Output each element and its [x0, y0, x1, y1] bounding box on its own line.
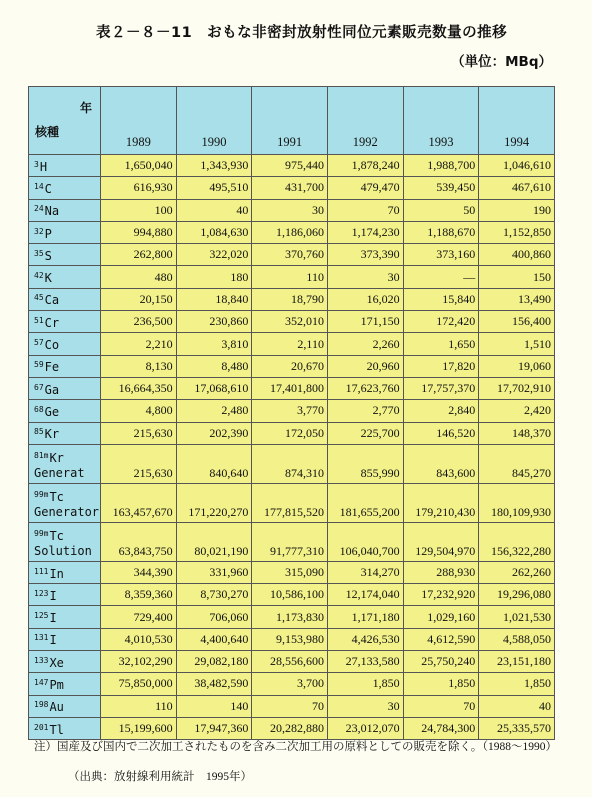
value-cell: 2,480	[176, 400, 252, 422]
value-cell: 480	[101, 266, 177, 288]
value-cell: 539,450	[403, 177, 479, 199]
element-symbol: In	[49, 566, 64, 581]
nuclide-cell	[29, 651, 101, 673]
value-cell: 495,510	[176, 177, 252, 199]
mass-number: 32	[34, 226, 44, 236]
value-cell: 373,160	[403, 244, 479, 266]
element-symbol: I	[49, 633, 57, 648]
value-cell: 110	[101, 695, 177, 717]
mass-number: 125	[34, 611, 49, 621]
table-row	[29, 628, 555, 650]
value-cell: 1,878,240	[327, 155, 403, 177]
value-cell: 17,757,370	[403, 377, 479, 399]
element-symbol: Tc	[49, 528, 64, 543]
value-cell: 845,270	[479, 444, 555, 483]
table-row	[29, 584, 555, 606]
value-cell: 314,270	[327, 561, 403, 583]
value-cell: 8,480	[176, 355, 252, 377]
element-symbol: Ge	[44, 404, 60, 419]
table-row	[29, 673, 555, 695]
value-cell: 91,777,310	[252, 522, 328, 561]
mass-number: 81m	[34, 450, 49, 460]
value-cell: 400,860	[479, 244, 555, 266]
table-row	[29, 522, 555, 561]
mass-number: 111	[34, 566, 49, 576]
value-cell: 370,760	[252, 244, 328, 266]
value-cell: 25,750,240	[403, 651, 479, 673]
value-cell: 70	[403, 695, 479, 717]
value-cell: 163,457,670	[101, 483, 177, 522]
table-row	[29, 244, 555, 266]
value-cell: 1,186,060	[252, 221, 328, 243]
value-cell: 4,588,050	[479, 628, 555, 650]
nuclide-cell	[29, 584, 101, 606]
year-header: 1993	[403, 87, 479, 155]
element-symbol: Co	[44, 338, 60, 353]
value-cell: 177,815,520	[252, 483, 328, 522]
nuclide-cell	[29, 561, 101, 583]
value-cell: 38,482,590	[176, 673, 252, 695]
table-row	[29, 377, 555, 399]
value-cell: 1,046,610	[479, 155, 555, 177]
element-symbol: Tl	[49, 722, 64, 737]
value-cell: 32,102,290	[101, 651, 177, 673]
nuclide-form: Generat	[34, 465, 85, 480]
value-cell: 262,800	[101, 244, 177, 266]
value-cell: 1,188,670	[403, 221, 479, 243]
table-row	[29, 400, 555, 422]
value-cell: 27,133,580	[327, 651, 403, 673]
year-header: 1992	[327, 87, 403, 155]
nuclide-cell	[29, 333, 101, 355]
element-symbol: Na	[44, 204, 60, 219]
mass-number: 67	[34, 382, 44, 392]
value-cell: 236,500	[101, 311, 177, 333]
mass-number: 133	[34, 655, 49, 665]
value-cell: 50	[403, 199, 479, 221]
element-symbol: Cr	[44, 315, 60, 330]
value-cell: 20,960	[327, 355, 403, 377]
nuclide-cell	[29, 400, 101, 422]
value-cell: 150	[479, 266, 555, 288]
nuclide-cell	[29, 177, 101, 199]
element-symbol: Kr	[49, 450, 64, 465]
value-cell: 17,820	[403, 355, 479, 377]
value-cell: 129,504,970	[403, 522, 479, 561]
value-cell: 40	[479, 695, 555, 717]
element-symbol: H	[39, 159, 48, 174]
value-cell: 8,359,360	[101, 584, 177, 606]
value-cell: 975,440	[252, 155, 328, 177]
value-cell: 15,840	[403, 288, 479, 310]
value-cell: 70	[252, 695, 328, 717]
value-cell: 17,623,760	[327, 377, 403, 399]
year-header: 1994	[479, 87, 555, 155]
table-row	[29, 444, 555, 483]
value-cell: 13,490	[479, 288, 555, 310]
table-row	[29, 651, 555, 673]
value-cell: 100	[101, 199, 177, 221]
value-cell: 12,174,040	[327, 584, 403, 606]
mass-number: 201	[34, 722, 49, 732]
value-cell: 230,860	[176, 311, 252, 333]
value-cell: 19,296,080	[479, 584, 555, 606]
mass-number: 99m	[34, 528, 49, 538]
value-cell: 30	[327, 266, 403, 288]
table-row	[29, 695, 555, 717]
value-cell: 28,556,600	[252, 651, 328, 673]
value-cell: 467,610	[479, 177, 555, 199]
value-cell: 19,060	[479, 355, 555, 377]
value-cell: 146,520	[403, 422, 479, 444]
value-cell: —	[403, 266, 479, 288]
value-cell: 4,010,530	[101, 628, 177, 650]
value-cell: 180,109,930	[479, 483, 555, 522]
table-row	[29, 177, 555, 199]
value-cell: 18,790	[252, 288, 328, 310]
mass-number: 24	[34, 204, 44, 214]
mass-number: 198	[34, 700, 49, 710]
value-cell: 855,990	[327, 444, 403, 483]
value-cell: 20,670	[252, 355, 328, 377]
mass-number: 85	[34, 427, 44, 437]
value-cell: 15,199,600	[101, 717, 177, 739]
value-cell: 25,335,570	[479, 717, 555, 739]
table-row	[29, 288, 555, 310]
table-row	[29, 199, 555, 221]
value-cell: 4,612,590	[403, 628, 479, 650]
element-symbol: S	[44, 248, 52, 263]
table-row	[29, 266, 555, 288]
value-cell: 215,630	[101, 444, 177, 483]
mass-number: 59	[34, 360, 44, 370]
value-cell: 225,700	[327, 422, 403, 444]
value-cell: 30	[252, 199, 328, 221]
table-row	[29, 606, 555, 628]
value-cell: 180	[176, 266, 252, 288]
value-cell: 156,322,280	[479, 522, 555, 561]
nuclide-cell	[29, 377, 101, 399]
nuclide-axis-label: 核種	[35, 125, 60, 139]
value-cell: 1,988,700	[403, 155, 479, 177]
mass-number: 68	[34, 404, 44, 414]
table-row	[29, 155, 555, 177]
value-cell: 172,420	[403, 311, 479, 333]
isotope-sales-table	[28, 86, 555, 740]
mass-number: 131	[34, 633, 49, 643]
value-cell: 331,960	[176, 561, 252, 583]
mass-number: 3	[34, 159, 39, 169]
nuclide-cell	[29, 628, 101, 650]
value-cell: 16,020	[327, 288, 403, 310]
element-symbol: Tc	[49, 489, 64, 504]
value-cell: 1,850	[479, 673, 555, 695]
value-cell: 171,220,270	[176, 483, 252, 522]
value-cell: 729,400	[101, 606, 177, 628]
nuclide-cell	[29, 221, 101, 243]
value-cell: 2,840	[403, 400, 479, 422]
nuclide-cell	[29, 288, 101, 310]
table-row	[29, 333, 555, 355]
value-cell: 1,174,230	[327, 221, 403, 243]
value-cell: 190	[479, 199, 555, 221]
nuclide-cell	[29, 695, 101, 717]
value-cell: 2,260	[327, 333, 403, 355]
value-cell: 70	[327, 199, 403, 221]
mass-number: 14	[34, 181, 44, 191]
value-cell: 2,110	[252, 333, 328, 355]
value-cell: 171,150	[327, 311, 403, 333]
value-cell: 18,840	[176, 288, 252, 310]
value-cell: 288,930	[403, 561, 479, 583]
value-cell: 262,260	[479, 561, 555, 583]
unit-label: （単位：MBq）	[451, 54, 552, 70]
value-cell: 148,370	[479, 422, 555, 444]
mass-number: 123	[34, 588, 49, 598]
element-symbol: Kr	[44, 427, 60, 442]
value-cell: 215,630	[101, 422, 177, 444]
nuclide-cell	[29, 355, 101, 377]
value-cell: 874,310	[252, 444, 328, 483]
nuclide-cell	[29, 266, 101, 288]
value-cell: 40	[176, 199, 252, 221]
value-cell: 994,880	[101, 221, 177, 243]
element-symbol: I	[49, 611, 57, 626]
value-cell: 75,850,000	[101, 673, 177, 695]
value-cell: 1,510	[479, 333, 555, 355]
element-symbol: Ca	[44, 293, 60, 308]
value-cell: 172,050	[252, 422, 328, 444]
value-cell: 315,090	[252, 561, 328, 583]
value-cell: 352,010	[252, 311, 328, 333]
value-cell: 1,171,180	[327, 606, 403, 628]
footnote: 注）国産及び国内で二次加工されたものを含み二次加工用の原料としての販売を除く。（1988～1990）	[34, 741, 558, 753]
mass-number: 51	[34, 315, 44, 325]
mass-number: 35	[34, 248, 44, 258]
value-cell: 2,770	[327, 400, 403, 422]
value-cell: 30	[327, 695, 403, 717]
table-row	[29, 422, 555, 444]
element-symbol: K	[44, 271, 52, 286]
table-row	[29, 311, 555, 333]
table-row	[29, 483, 555, 522]
nuclide-cell	[29, 483, 101, 522]
value-cell: 16,664,350	[101, 377, 177, 399]
value-cell: 106,040,700	[327, 522, 403, 561]
mass-number: 57	[34, 338, 44, 348]
nuclide-cell	[29, 311, 101, 333]
year-axis-label: 年	[79, 101, 92, 115]
element-symbol: I	[49, 588, 57, 603]
value-cell: 63,843,750	[101, 522, 177, 561]
value-cell: 1,152,850	[479, 221, 555, 243]
value-cell: 1,850	[327, 673, 403, 695]
value-cell: 29,082,180	[176, 651, 252, 673]
nuclide-cell	[29, 717, 101, 739]
source-note: （出典：放射線利用統計 1995年）	[68, 771, 252, 783]
value-cell: 344,390	[101, 561, 177, 583]
value-cell: 181,655,200	[327, 483, 403, 522]
value-cell: 8,730,270	[176, 584, 252, 606]
value-cell: 706,060	[176, 606, 252, 628]
value-cell: 24,784,300	[403, 717, 479, 739]
value-cell: 2,420	[479, 400, 555, 422]
value-cell: 1,084,630	[176, 221, 252, 243]
value-cell: 17,702,910	[479, 377, 555, 399]
value-cell: 616,930	[101, 177, 177, 199]
value-cell: 17,068,610	[176, 377, 252, 399]
value-cell: 479,470	[327, 177, 403, 199]
element-symbol: C	[44, 181, 52, 196]
value-cell: 17,401,800	[252, 377, 328, 399]
nuclide-form: Solution	[34, 543, 92, 558]
value-cell: 1,650,040	[101, 155, 177, 177]
element-symbol: Fe	[44, 360, 60, 375]
value-cell: 23,151,180	[479, 651, 555, 673]
value-cell: 179,210,430	[403, 483, 479, 522]
value-cell: 3,810	[176, 333, 252, 355]
value-cell: 431,700	[252, 177, 328, 199]
nuclide-cell	[29, 606, 101, 628]
corner-header	[29, 87, 101, 155]
nuclide-cell	[29, 673, 101, 695]
value-cell: 80,021,190	[176, 522, 252, 561]
value-cell: 4,426,530	[327, 628, 403, 650]
value-cell: 9,153,980	[252, 628, 328, 650]
year-header: 1989	[101, 87, 177, 155]
year-header: 1991	[252, 87, 328, 155]
value-cell: 8,130	[101, 355, 177, 377]
element-symbol: Xe	[49, 655, 64, 670]
value-cell: 1,173,830	[252, 606, 328, 628]
value-cell: 1,343,930	[176, 155, 252, 177]
mass-number: 147	[34, 677, 49, 687]
nuclide-cell	[29, 522, 101, 561]
element-symbol: Au	[49, 700, 64, 715]
element-symbol: Ga	[44, 382, 60, 397]
value-cell: 4,800	[101, 400, 177, 422]
year-header: 1990	[176, 87, 252, 155]
value-cell: 23,012,070	[327, 717, 403, 739]
table-row	[29, 221, 555, 243]
value-cell: 1,021,530	[479, 606, 555, 628]
value-cell: 3,770	[252, 400, 328, 422]
value-cell: 2,210	[101, 333, 177, 355]
element-symbol: Pm	[49, 677, 64, 692]
value-cell: 1,850	[403, 673, 479, 695]
value-cell: 843,600	[403, 444, 479, 483]
value-cell: 3,700	[252, 673, 328, 695]
nuclide-cell	[29, 244, 101, 266]
value-cell: 110	[252, 266, 328, 288]
table-row	[29, 561, 555, 583]
element-symbol: P	[44, 226, 52, 241]
value-cell: 373,390	[327, 244, 403, 266]
nuclide-cell	[29, 199, 101, 221]
value-cell: 1,650	[403, 333, 479, 355]
mass-number: 45	[34, 293, 44, 303]
value-cell: 156,400	[479, 311, 555, 333]
value-cell: 10,586,100	[252, 584, 328, 606]
value-cell: 4,400,640	[176, 628, 252, 650]
value-cell: 20,150	[101, 288, 177, 310]
nuclide-form: Generator	[34, 504, 100, 519]
mass-number: 42	[34, 271, 44, 281]
nuclide-cell	[29, 155, 101, 177]
value-cell: 17,947,360	[176, 717, 252, 739]
value-cell: 140	[176, 695, 252, 717]
nuclide-cell	[29, 422, 101, 444]
value-cell: 1,029,160	[403, 606, 479, 628]
value-cell: 840,640	[176, 444, 252, 483]
value-cell: 202,390	[176, 422, 252, 444]
table-row	[29, 355, 555, 377]
nuclide-cell	[29, 444, 101, 483]
table-row	[29, 717, 555, 739]
value-cell: 17,232,920	[403, 584, 479, 606]
value-cell: 20,282,880	[252, 717, 328, 739]
value-cell: 322,020	[176, 244, 252, 266]
table-title: 表２－８－11 おもな非密封放射性同位元素販売数量の推移	[96, 25, 508, 41]
header-row	[29, 87, 555, 155]
mass-number: 99m	[34, 489, 49, 499]
